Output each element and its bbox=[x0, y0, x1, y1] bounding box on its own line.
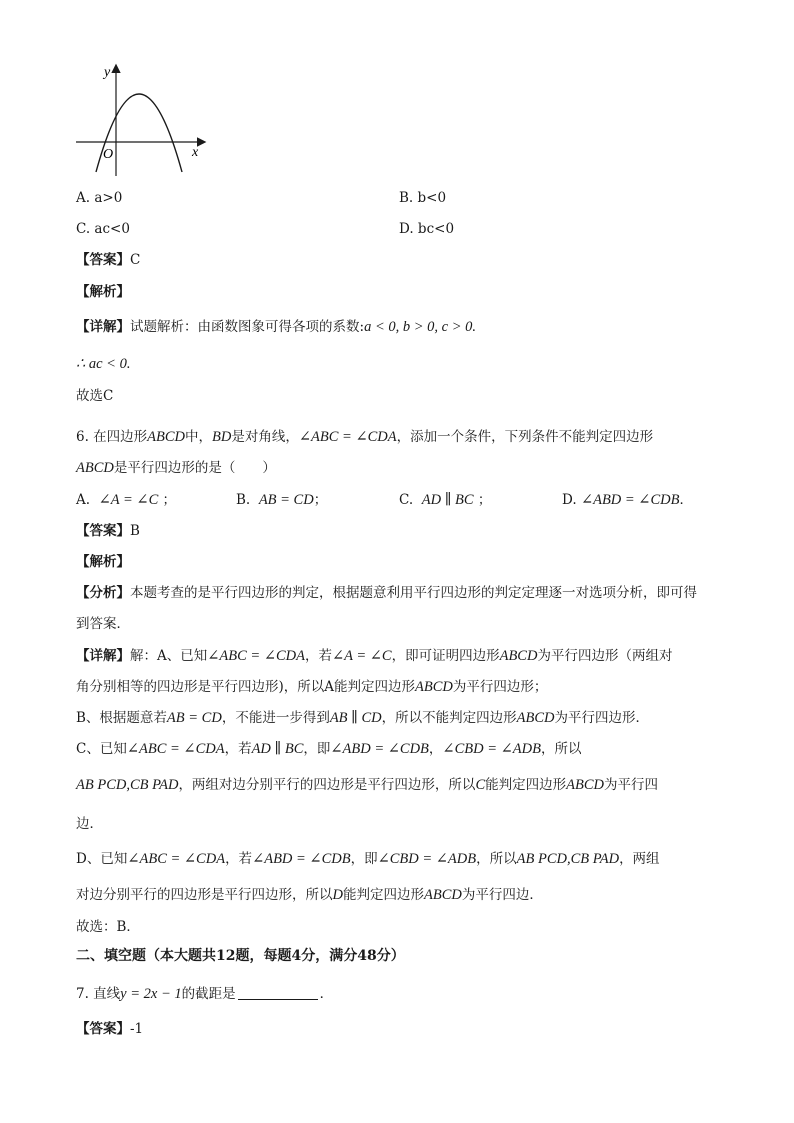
answer-label: 【答案】 bbox=[76, 252, 130, 268]
math: ∠ABC = ∠CDA bbox=[207, 648, 305, 664]
q6-stem-line2 bbox=[76, 459, 276, 477]
text: 能判定四边形 bbox=[342, 887, 424, 903]
q6-detail-line2 bbox=[76, 678, 547, 696]
q6-detail-line3 bbox=[76, 709, 649, 727]
q7-answer bbox=[76, 1020, 143, 1038]
math: ABCD bbox=[147, 429, 186, 445]
text: ，两组对边分别平行的四边形是平行四边形，所以 bbox=[178, 777, 476, 793]
option-math: ∠A = ∠C bbox=[98, 492, 159, 508]
option-label: B. bbox=[236, 492, 251, 508]
option-math: AD ∥ BC bbox=[421, 492, 474, 508]
math: AB ∥ CD bbox=[329, 710, 382, 726]
fenxi-text: 本题考查的是平行四边形的判定，根据题意利用平行四边形的判定定理逐一对选项分析，即可得 bbox=[130, 585, 697, 601]
math: D bbox=[332, 887, 343, 903]
q6-detail-line5 bbox=[76, 776, 658, 794]
text: 是对角线， bbox=[231, 429, 299, 445]
text: 角分别相等的四边形是平行四边形)，所以A能判定四边形 bbox=[76, 679, 416, 695]
parabola-graph bbox=[70, 60, 215, 185]
detail-label: 【详解】 bbox=[76, 648, 130, 664]
math: AB = CD bbox=[166, 710, 222, 726]
text: ，所以 bbox=[540, 741, 582, 757]
text: ，所以 bbox=[476, 851, 517, 867]
math: ABCD bbox=[76, 460, 114, 476]
text: 为平行四边形． bbox=[554, 710, 649, 726]
q6-fenxi-line2: 到答案． bbox=[76, 616, 130, 632]
text: 解：A、已知 bbox=[130, 648, 208, 664]
text: 对边分别平行的四边形是平行四边形，所以 bbox=[76, 887, 333, 903]
math: BD bbox=[212, 429, 232, 445]
text: 7. 直线 bbox=[76, 986, 121, 1002]
math: ∠CBD = ∠ADB bbox=[442, 741, 541, 757]
detail-label: 【详解】 bbox=[76, 319, 130, 335]
option-math: AB = CD bbox=[258, 492, 314, 508]
q5-option-b: B. b<0 bbox=[399, 190, 447, 206]
q6-fenxi-line1 bbox=[76, 584, 697, 602]
option-label: C. bbox=[399, 492, 414, 508]
math: ABCD bbox=[423, 887, 462, 903]
math: C bbox=[475, 777, 486, 793]
text: ，两组 bbox=[619, 851, 660, 867]
section-title: 二、填空题（本大题共12题，每题4分，满分48分） bbox=[76, 948, 405, 964]
q6-analysis-label: 【解析】 bbox=[76, 554, 130, 570]
text: 是平行四边形的是（ ） bbox=[113, 460, 276, 476]
text: ，即可证明四边形 bbox=[391, 648, 500, 664]
text: ，即 bbox=[303, 741, 331, 757]
q7-stem bbox=[76, 985, 333, 1003]
text: ，若 bbox=[225, 851, 253, 867]
q6-option-c bbox=[399, 491, 491, 509]
text: B、根据题意若 bbox=[76, 710, 167, 726]
math: ∠ABD = ∠CDB bbox=[252, 851, 351, 867]
fenxi-label: 【分析】 bbox=[76, 585, 130, 601]
text: 为平行四边形； bbox=[452, 679, 548, 695]
origin-label: O bbox=[103, 147, 114, 162]
q6-option-a bbox=[76, 491, 176, 509]
text: ，添加一个条件，下列条件不能判定四边形 bbox=[396, 429, 654, 445]
option-tail: ． bbox=[679, 492, 693, 508]
option-tail: ； bbox=[313, 492, 328, 508]
q5-answer bbox=[76, 251, 140, 269]
text: 能判定四边形 bbox=[485, 777, 567, 793]
text: 为平行四边形（两组对 bbox=[537, 648, 673, 664]
option-label: A. bbox=[76, 492, 91, 508]
text: 的截距是 bbox=[181, 986, 236, 1002]
math: ∠ABD = ∠CDB bbox=[330, 741, 429, 757]
text: ，若 bbox=[224, 741, 252, 757]
math: AB PCD,CB PAD bbox=[516, 851, 620, 867]
q6-detail-line8 bbox=[76, 886, 543, 904]
q6-detail-line1 bbox=[76, 647, 672, 665]
answer-value: C bbox=[130, 252, 141, 268]
q5-option-a: A. a>0 bbox=[76, 190, 123, 206]
math: AD ∥ BC bbox=[251, 741, 304, 757]
math: ∠CBD = ∠ADB bbox=[377, 851, 477, 867]
math: AB PCD,CB PAD bbox=[76, 777, 179, 793]
text: ，不能进一步得到 bbox=[221, 710, 330, 726]
math: ABCD bbox=[415, 679, 453, 695]
q5-detail bbox=[76, 318, 476, 336]
detail-text: 试题解析：由函数图象可得各项的系数: bbox=[130, 319, 365, 335]
answer-label: 【答案】 bbox=[76, 1021, 130, 1037]
q6-choose: 故选：B． bbox=[76, 919, 140, 935]
text: 6. 在四边形 bbox=[76, 429, 148, 445]
text: C、已知 bbox=[76, 741, 127, 757]
option-tail: ； bbox=[477, 492, 492, 508]
text: D、已知 bbox=[76, 851, 128, 867]
text: ，即 bbox=[350, 851, 378, 867]
q6-answer bbox=[76, 522, 140, 540]
text: 为平行四边． bbox=[461, 887, 543, 903]
text: 中， bbox=[185, 429, 213, 445]
q6-option-d bbox=[562, 491, 693, 509]
option-math: ∠ABD = ∠CDB bbox=[580, 492, 680, 508]
q6-option-b bbox=[236, 491, 327, 509]
x-axis-label: x bbox=[192, 145, 199, 160]
q6-detail-line7 bbox=[76, 850, 660, 868]
q6-detail-line6: 边． bbox=[76, 816, 103, 832]
math: ∠ABC = ∠CDA bbox=[126, 741, 225, 757]
q5-choose: 故选C bbox=[76, 388, 114, 404]
y-axis-label: y bbox=[104, 65, 111, 80]
q5-analysis-label: 【解析】 bbox=[76, 284, 130, 300]
math: ABCD bbox=[516, 710, 555, 726]
option-label: D. bbox=[562, 492, 577, 508]
math: ∠ABC = ∠CDA bbox=[127, 851, 226, 867]
answer-value: B bbox=[130, 523, 140, 539]
math: ABCD bbox=[499, 648, 538, 664]
math: ABCD bbox=[566, 777, 604, 793]
q5-option-c: C. ac<0 bbox=[76, 221, 130, 237]
q5-therefore: ∴ ac < 0. bbox=[76, 356, 131, 372]
answer-label: 【答案】 bbox=[76, 523, 130, 539]
detail-math: a < 0, b > 0, c > 0. bbox=[364, 319, 476, 335]
option-tail: ； bbox=[162, 492, 177, 508]
q6-detail-line4 bbox=[76, 740, 581, 758]
math: y = 2x − 1 bbox=[120, 986, 182, 1002]
text: ． bbox=[319, 986, 334, 1002]
text: ， bbox=[428, 741, 443, 757]
math: ∠A = ∠C bbox=[331, 648, 392, 664]
answer-blank bbox=[238, 985, 318, 1000]
text: ，若 bbox=[304, 648, 332, 664]
q6-stem-line1 bbox=[76, 428, 653, 446]
text: ，所以不能判定四边形 bbox=[381, 710, 517, 726]
answer-value: -1 bbox=[130, 1021, 144, 1037]
q5-option-d: D. bc<0 bbox=[399, 221, 455, 237]
math: ∠ABC = ∠CDA bbox=[298, 429, 397, 445]
text: 为平行四 bbox=[603, 777, 658, 793]
